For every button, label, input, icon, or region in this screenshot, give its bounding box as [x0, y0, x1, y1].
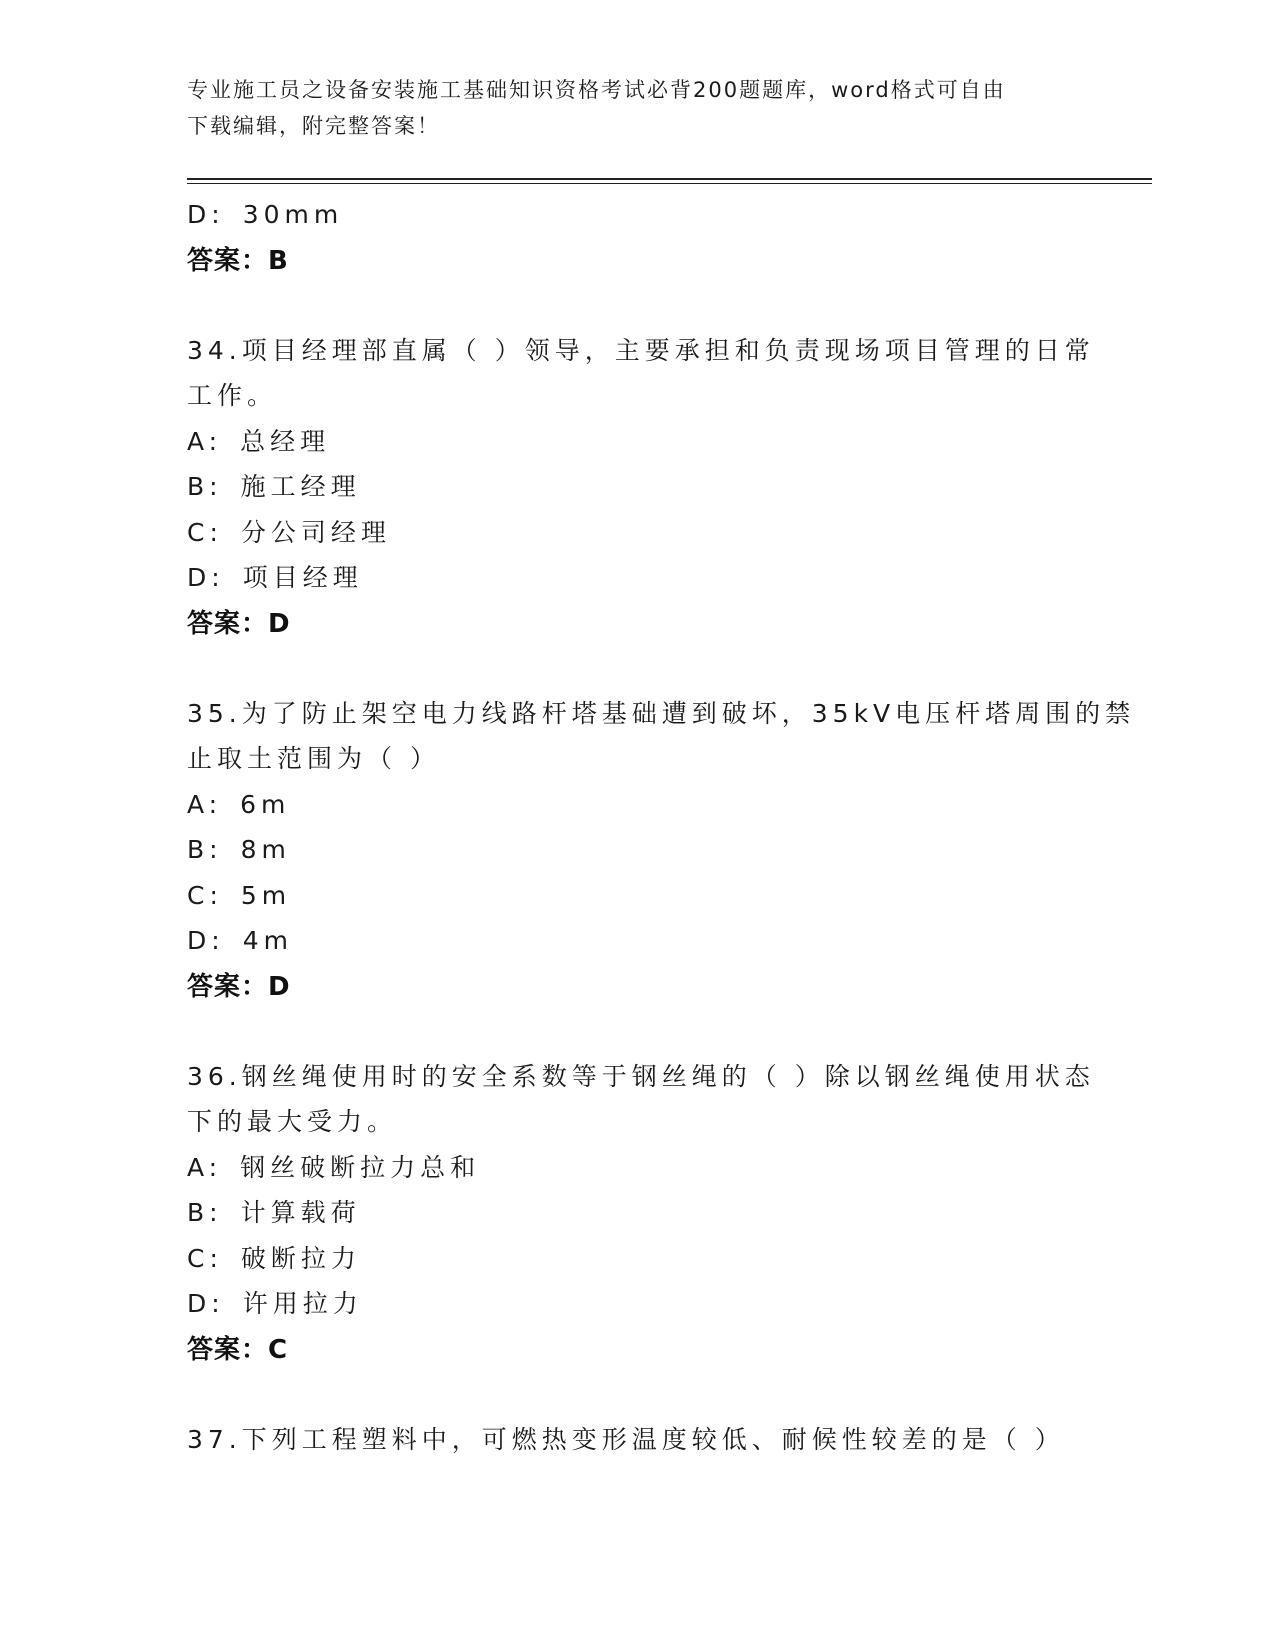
option-key: B:	[187, 472, 223, 501]
answer-33: 答案：B	[187, 245, 289, 276]
question-stem-cont: 下的最大受力。	[187, 1107, 398, 1136]
question-34	[187, 328, 1107, 647]
option-key: D:	[187, 1289, 225, 1318]
option-key: A:	[187, 426, 223, 456]
option-text: 分公司经理	[240, 517, 391, 547]
option-text: 钢丝破断拉力总和	[240, 1152, 481, 1182]
option-b	[187, 1190, 1107, 1236]
option-c	[187, 1236, 1107, 1282]
option-key: C:	[187, 517, 223, 547]
question-stem: 36.钢丝绳使用时的安全系数等于钢丝绳的（ ）除以钢丝绳使用状态	[187, 1061, 1095, 1091]
option-text: 许用拉力	[242, 1289, 363, 1318]
question-stem: 34.项目经理部直属（ ）领导，主要承担和负责现场项目管理的日常	[187, 335, 1095, 365]
answer-36: 答案：C	[187, 1334, 289, 1365]
header-rule-thick	[187, 178, 1152, 180]
option-text: 施工经理	[240, 472, 361, 501]
option-text: 6m	[240, 789, 291, 819]
question-stem: 35.为了防止架空电力线路杆塔基础遭到破坏，35kV电压杆塔周围的禁	[187, 698, 1136, 728]
header-rule-thin	[187, 183, 1152, 184]
option-b	[187, 827, 1107, 873]
option-d	[187, 918, 1107, 964]
answer-35: 答案：D	[187, 971, 291, 1002]
option-key: A:	[187, 789, 223, 819]
option-c	[187, 510, 1107, 556]
option-key: B:	[187, 835, 223, 864]
option-a	[187, 1145, 1107, 1191]
header-line-2: 下载编辑，附完整答案！	[187, 114, 440, 138]
option-d	[187, 555, 1107, 601]
option-key: C:	[187, 1243, 223, 1273]
question-35	[187, 691, 1136, 1010]
question-list	[187, 192, 1136, 1462]
question-stem-cont: 工作。	[187, 381, 278, 410]
option-key: C:	[187, 880, 223, 910]
option-a	[187, 419, 1107, 465]
option-d	[187, 1281, 1107, 1327]
option-text: 4m	[242, 926, 293, 955]
option-c	[187, 873, 1107, 919]
document-header	[187, 72, 1067, 144]
option-text: 破断拉力	[240, 1243, 361, 1273]
option-b	[187, 464, 1107, 510]
header-line-1: 专业施工员之设备安装施工基础知识资格考试必背200题题库，word格式可自由	[187, 78, 1006, 102]
option-text: 总经理	[240, 426, 331, 456]
option-key: A:	[187, 1152, 223, 1182]
option-text: 项目经理	[242, 563, 363, 592]
option-text: 8m	[240, 835, 291, 864]
question-stem-cont: 止取土范围为（ ）	[187, 744, 440, 773]
question-37	[187, 1417, 1107, 1463]
option-key: D:	[187, 200, 225, 229]
option-text: 5m	[240, 880, 292, 910]
option-text: 计算载荷	[240, 1198, 361, 1227]
option-a	[187, 782, 1107, 828]
answer-34: 答案：D	[187, 608, 291, 639]
option-key: D:	[187, 563, 225, 592]
option-d	[187, 192, 1107, 238]
question-36	[187, 1054, 1107, 1373]
option-key: D:	[187, 926, 225, 955]
question-stem: 37.下列工程塑料中，可燃热变形温度较低、耐候性较差的是（ ）	[187, 1424, 1065, 1454]
option-text: 30mm	[242, 200, 344, 229]
option-key: B:	[187, 1198, 223, 1227]
